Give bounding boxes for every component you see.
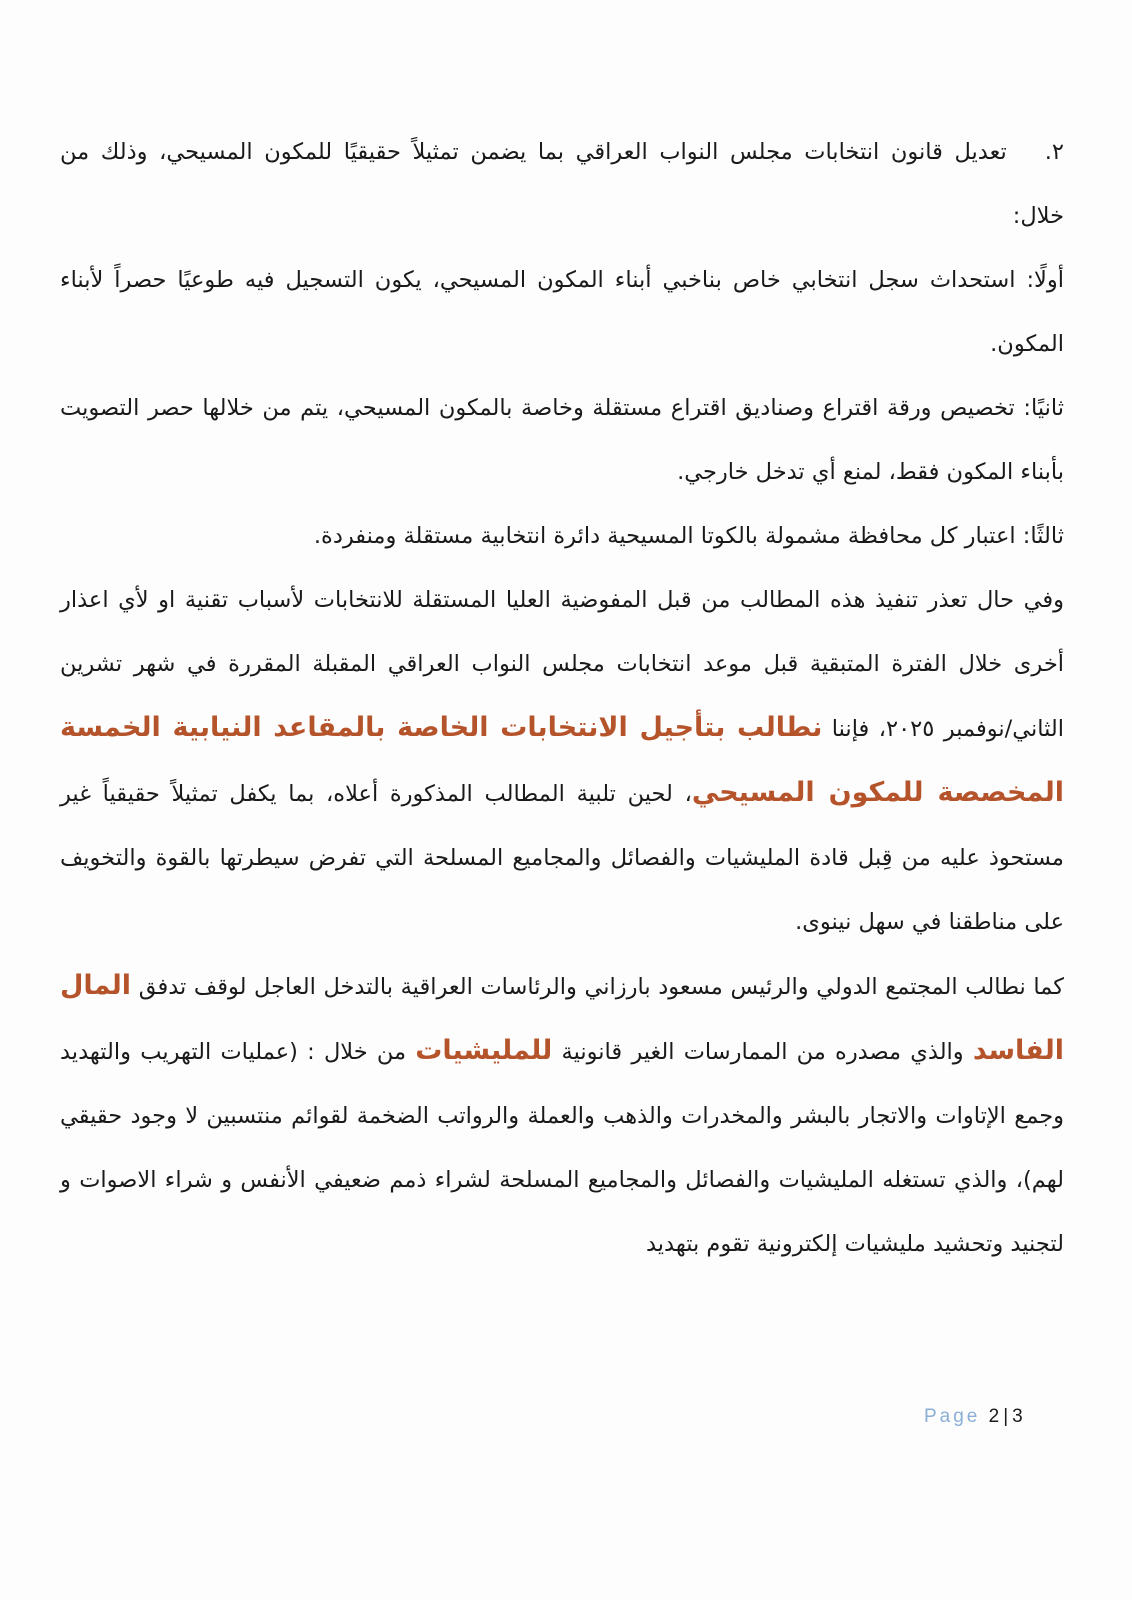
page-footer xyxy=(924,1406,1023,1428)
page-current: 2 xyxy=(988,1406,1000,1427)
demand-item-2 xyxy=(60,120,1064,248)
postponement-paragraph xyxy=(60,568,1064,954)
sub-point-third: ثالثًا: اعتبار كل محافظة مشمولة بالكوتا المسيحية دائرة انتخابية مستقلة ومنفردة. xyxy=(313,523,1064,549)
document-body xyxy=(60,120,1064,1276)
paragraph-text: وفي حال تعذر تنفيذ هذه المطالب من قبل المفوضية العليا المستقلة للانتخابات لأسباب تقنية او لأي اعذار أخرى خلال الفترة المتبقية قبل موعد انتخابات مجلس النواب العراقي المقبلة المقررة في شهر تشرين الثاني/نوفمبر ٢٠٢٥، فإننا xyxy=(60,587,1065,742)
paragraph-text: كما نطالب المجتمع الدولي والرئيس مسعود بارزاني والرئاسات العراقية بالتدخل العاجل لوقف تدفق xyxy=(131,974,1064,1000)
highlighted-demand: نطالب بتأجيل الانتخابات الخاصة بالمقاعد النيابية الخمسة المخصصة للمكون المسيحي xyxy=(60,712,1064,808)
appeal-paragraph xyxy=(60,954,1064,1276)
highlighted-phrase: المال الفاسد xyxy=(60,970,1064,1066)
paragraph-text: والذي مصدره من الممارسات الغير قانونية xyxy=(552,1039,973,1065)
sub-point-first: أولًا: استحداث سجل انتخابي خاص بناخبي أبناء المكون المسيحي، يكون التسجيل فيه طوعيًا حصراً لأبناء المكون. xyxy=(60,267,1064,357)
page-label: Page xyxy=(924,1406,981,1427)
paragraph-text: ، لحين تلبية المطالب المذكورة أعلاه، بما يكفل تمثيلاً حقيقياً غير مستحوذ عليه من قِبل قادة المليشيات والفصائل والمجاميع المسلحة التي تفرض سيطرتها بالقوة والتخويف على مناطقنا في سهل نينوى. xyxy=(60,781,1064,935)
paragraph-text: من خلال : (عمليات التهريب والتهديد وجمع الإتاوات والاتجار بالبشر والمخدرات والذهب والعملة والرواتب الضخمة لقوائم منتسبين لا وجود حقيقي لهم)، والذي تستغله المليشيات والفصائل والمجاميع المسلحة لشراء ذمم ضعيفي الأنفس و شراء الاصوات و لتجنيد وتحشيد مليشيات إلكترونية تقوم بتهديد xyxy=(60,1039,1064,1257)
item-number: ٢. xyxy=(1044,139,1064,165)
item-text: تعديل قانون انتخابات مجلس النواب العراقي بما يضمن تمثيلاً حقيقيًا للمكون المسيحي، وذلك من خلال: xyxy=(60,139,1064,229)
page-total: 3 xyxy=(1012,1406,1023,1427)
sub-point-second: ثانيًا: تخصيص ورقة اقتراع وصناديق اقتراع مستقلة وخاصة بالمكون المسيحي، يتم من خلالها حصر التصويت بأبناء المكون فقط، لمنع أي تدخل خارجي. xyxy=(60,395,1064,485)
highlighted-phrase: للمليشيات xyxy=(415,1035,553,1066)
page-separator: | xyxy=(1003,1406,1009,1427)
